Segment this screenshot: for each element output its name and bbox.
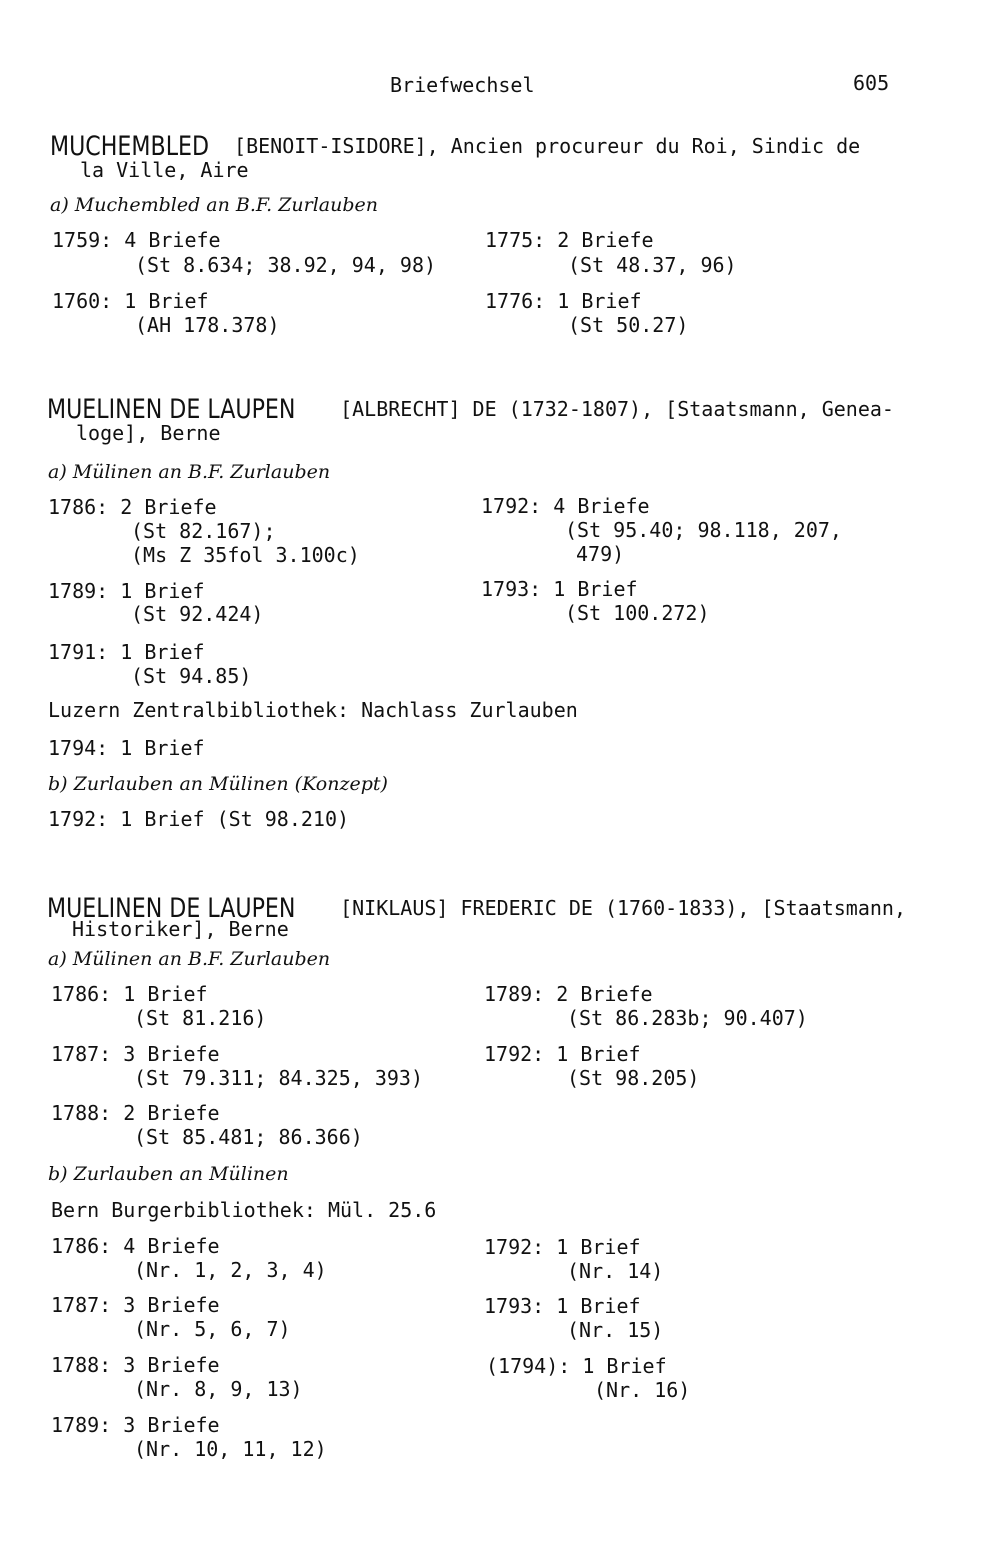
correspondent-details: [ALBRECHT] DE (1732-1807), [Staatsmann, Genea- xyxy=(328,397,894,421)
letter-year-count: 1775: 2 Briefe xyxy=(485,228,654,252)
letter-reference: (St 98.205) xyxy=(567,1066,700,1090)
letter-year-count: 1788: 3 Briefe xyxy=(51,1353,220,1377)
letter-reference: (St 79.311; 84.325, 393) xyxy=(134,1066,423,1090)
letter-reference: (St 92.424) xyxy=(131,602,264,626)
letter-year-count: 1786: 1 Brief xyxy=(51,982,208,1006)
archive-location: Luzern Zentralbibliothek: Nachlass Zurlauben xyxy=(48,698,578,722)
correspondent-name: MUCHEMBLED xyxy=(50,131,210,162)
letter-year-count: 1789: 3 Briefe xyxy=(51,1413,220,1437)
correspondent-name: MUELINEN DE LAUPEN xyxy=(47,893,296,924)
correspondent-name: MUELINEN DE LAUPEN xyxy=(47,394,296,425)
subsection-heading: b) Zurlauben an Mülinen (Konzept) xyxy=(48,773,388,795)
letter-reference: (St 82.167); xyxy=(131,519,276,543)
letter-reference: (Nr. 5, 6, 7) xyxy=(134,1317,291,1341)
letter-reference: (Nr. 14) xyxy=(567,1259,664,1283)
subsection-heading: a) Muchembled an B.F. Zurlauben xyxy=(50,194,379,216)
letter-reference: (St 48.37, 96) xyxy=(568,253,737,277)
letter-year-count: 1792: 1 Brief xyxy=(484,1042,641,1066)
letter-reference: (St 81.216) xyxy=(134,1006,267,1030)
letter-reference-cont: (Ms Z 35fol 3.100c) xyxy=(131,543,360,567)
letter-year-count: 1792: 1 Brief (St 98.210) xyxy=(48,807,350,831)
letter-year-count: 1793: 1 Brief xyxy=(484,1294,641,1318)
letter-year-count: 1788: 2 Briefe xyxy=(51,1101,220,1125)
letter-year-count: 1789: 1 Brief xyxy=(48,579,205,603)
letter-year-count: 1791: 1 Brief xyxy=(48,640,205,664)
letter-reference: (St 95.40; 98.118, 207, xyxy=(565,518,842,542)
letter-reference: (St 86.283b; 90.407) xyxy=(567,1006,808,1030)
correspondent-details-cont: Historiker], Berne xyxy=(72,917,289,941)
letter-year-count: 1786: 4 Briefe xyxy=(51,1234,220,1258)
letter-reference: (AH 178.378) xyxy=(135,313,280,337)
letter-reference: (St 94.85) xyxy=(131,664,252,688)
subsection-heading: b) Zurlauben an Mülinen xyxy=(48,1163,289,1185)
letter-reference: (Nr. 16) xyxy=(594,1378,691,1402)
letter-reference: (Nr. 1, 2, 3, 4) xyxy=(134,1258,327,1282)
archive-location: Bern Burgerbibliothek: Mül. 25.6 xyxy=(51,1198,437,1222)
letter-year-count: (1794): 1 Brief xyxy=(486,1354,667,1378)
letter-reference: (Nr. 8, 9, 13) xyxy=(134,1377,303,1401)
letter-year-count: 1789: 2 Briefe xyxy=(484,982,653,1006)
letter-reference: (Nr. 15) xyxy=(567,1318,664,1342)
letter-year-count: 1793: 1 Brief xyxy=(481,577,638,601)
entry-heading xyxy=(47,394,894,425)
subsection-heading: a) Mülinen an B.F. Zurlauben xyxy=(48,948,331,970)
letter-year-count: 1760: 1 Brief xyxy=(52,289,209,313)
letter-reference: (St 8.634; 38.92, 94, 98) xyxy=(135,253,437,277)
letter-year-count: 1786: 2 Briefe xyxy=(48,495,217,519)
correspondent-details-cont: la Ville, Aire xyxy=(80,158,249,182)
letter-year-count: 1759: 4 Briefe xyxy=(52,228,221,252)
letter-reference: (Nr. 10, 11, 12) xyxy=(134,1437,327,1461)
letter-reference: (St 85.481; 86.366) xyxy=(134,1125,363,1149)
letter-year-count: 1794: 1 Brief xyxy=(48,736,205,760)
letter-year-count: 1787: 3 Briefe xyxy=(51,1293,220,1317)
subsection-heading: a) Mülinen an B.F. Zurlauben xyxy=(48,461,331,483)
entry-heading xyxy=(50,131,861,162)
correspondent-details-cont: loge], Berne xyxy=(76,421,221,445)
correspondent-details: [NIKLAUS] FREDERIC DE (1760-1833), [Staatsmann, xyxy=(328,896,906,920)
letter-year-count: 1792: 4 Briefe xyxy=(481,494,650,518)
running-title: Briefwechsel xyxy=(390,73,535,97)
page-number: 605 xyxy=(853,71,890,95)
letter-reference: (St 100.272) xyxy=(565,601,710,625)
letter-year-count: 1792: 1 Brief xyxy=(484,1235,641,1259)
letter-year-count: 1787: 3 Briefe xyxy=(51,1042,220,1066)
letter-year-count: 1776: 1 Brief xyxy=(485,289,642,313)
correspondent-details: [BENOIT-ISIDORE], Ancien procureur du Roi, Sindic de xyxy=(221,134,861,158)
letter-reference: (St 50.27) xyxy=(568,313,689,337)
letter-reference-cont: 479) xyxy=(576,542,625,566)
